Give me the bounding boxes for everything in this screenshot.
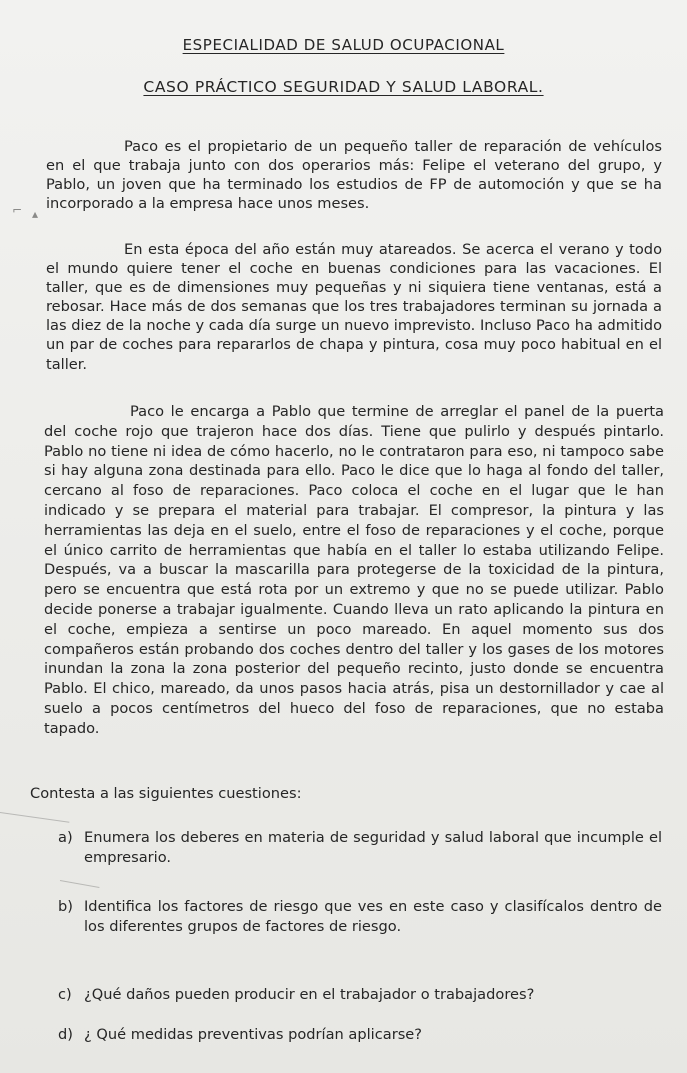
case-paragraph-2: En esta época del año están muy atareados. Se acerca el verano y todo el mundo quiere tener el coche en buenas condiciones para las vacaciones. El taller, que es de dimensiones muy pequeñas y ni siquiera tiene ventanas, está a rebosar. Hace más de dos semanas que los tres trabajadores terminan su jornada a las diez de la noche y cada día surge un nuevo imprevisto. Incluso Paco ha admitido un par de coches para repararlos de chapa y pintura, cosa muy poco habitual en el taller.	[46, 241, 662, 373]
question-b	[58, 897, 662, 937]
question-a	[58, 828, 662, 868]
question-d	[58, 1025, 662, 1045]
document-subtitle: CASO PRÁCTICO SEGURIDAD Y SALUD LABORAL.	[143, 78, 544, 96]
case-paragraph-1: Paco es el propietario de un pequeño taller de reparación de vehículos en el que trabaja junto con dos operarios más: Felipe el veterano del grupo, y Pablo, un joven que ha terminado los estudios de FP de automoción y que se ha incorporado a la empresa hace unos meses.	[46, 138, 662, 213]
document-title: ESPECIALIDAD DE SALUD OCUPACIONAL	[182, 36, 505, 54]
paper-fold-line	[60, 880, 100, 888]
paper-fold-line	[0, 812, 69, 823]
case-paragraph-3: Paco le encarga a Pablo que termine de arreglar el panel de la puerta del coche rojo que trajeron hace dos días. Tiene que pulirlo y después pintarlo. Pablo no tiene ni idea de cómo hacerlo, no le contrataron para eso, ni tampoco sabe si hay alguna zona destinada para ello. Paco le dice que lo haga al fondo del taller, cercano al foso de reparaciones. Paco coloca el coche en el lugar que le han indicado y se prepara el material para trabajar. El compresor, la pintura y las herramientas las deja en el suelo, entre el foso de reparaciones y el coche, porque el único carrito de herramientas que había en el taller lo estaba utilizando Felipe. Después, va a buscar la mascarilla para protegerse de la toxicidad de la pintura, pero se encuentra que está rota por un extremo y que no se puede utilizar. Pablo decide ponerse a trabajar igualmente. Cuando lleva un rato aplicando la pintura en el coche, empieza a sentirse un poco mareado. En aquel momento sus dos compañeros están probando dos coches dentro del taller y los gases de los motores inundan la zona la zona posterior del pequeño recinto, justo donde se encuentra Pablo. El chico, mareado, da unos pasos hacia atrás, pisa un destornillador y cae al suelo a pocos centímetros del hueco del foso de reparaciones, que no estaba tapado.	[44, 403, 664, 737]
question-letter: b)	[58, 898, 73, 915]
question-text: ¿ Qué medidas preventivas podrían aplicarse?	[84, 1026, 423, 1043]
questions-prompt: Contesta a las siguientes cuestiones:	[30, 785, 302, 802]
margin-mark: ▴	[32, 207, 39, 221]
question-letter: d)	[58, 1026, 73, 1043]
question-letter: c)	[58, 986, 72, 1003]
question-text: Enumera los deberes en materia de seguridad y salud laboral que incumple el empresario.	[84, 829, 662, 866]
question-text: ¿Qué daños pueden producir en el trabajador o trabajadores?	[84, 986, 535, 1003]
margin-mark: ⌐	[12, 203, 23, 217]
question-letter: a)	[58, 829, 73, 846]
question-text: Identifica los factores de riesgo que ves en este caso y clasifícalos dentro de los diferentes grupos de factores de riesgo.	[84, 898, 662, 935]
question-c	[58, 985, 662, 1005]
